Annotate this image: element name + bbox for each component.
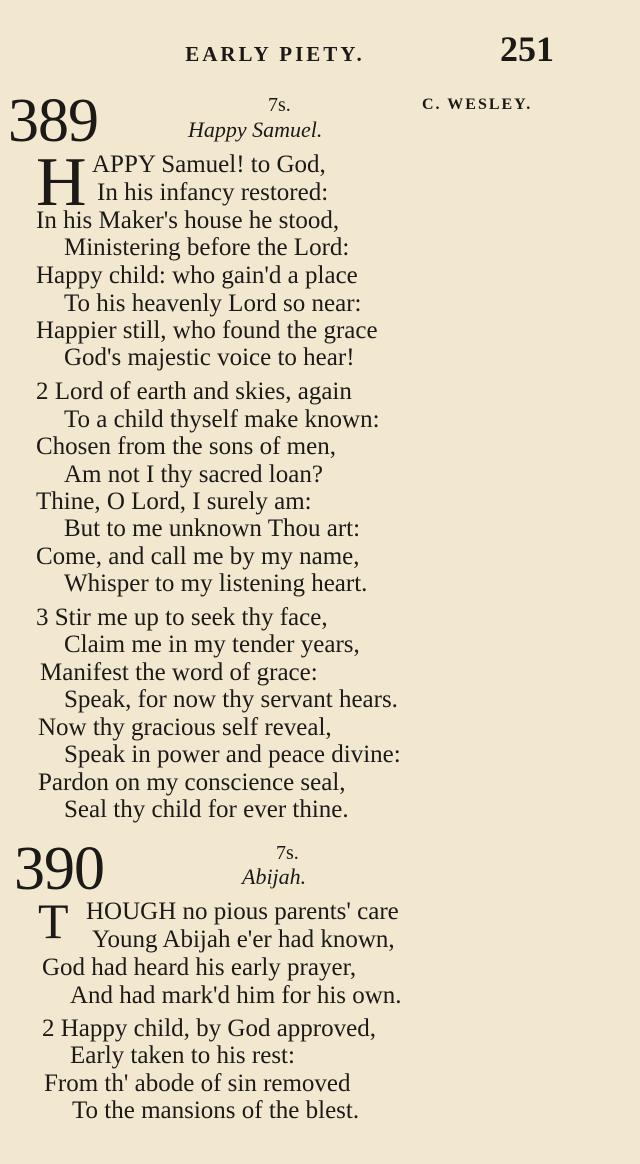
- verse-line: But to me unknown Thou art:: [64, 515, 361, 542]
- verse-line: From th' abode of sin removed: [44, 1070, 351, 1097]
- meter: 7s.: [268, 94, 291, 116]
- verse-line: 3 Stir me up to seek thy face,: [36, 604, 328, 631]
- verse-line: Speak, for now thy servant hears.: [64, 686, 398, 713]
- verse-line: And had mark'd him for his own.: [70, 982, 402, 1009]
- verse-line: Come, and call me by my name,: [36, 543, 360, 570]
- hymn-number: 389: [8, 87, 98, 155]
- meter: 7s.: [276, 842, 299, 864]
- verse-line: Manifest the word of grace:: [40, 659, 318, 686]
- verse-line: Whisper to my listening heart.: [64, 570, 368, 597]
- hymn-number: 390: [14, 835, 104, 903]
- verse-line: Am not I thy sacred loan?: [64, 461, 323, 488]
- verse-line: Happy child: who gain'd a place: [36, 262, 358, 289]
- verse-line: Pardon on my conscience seal,: [38, 769, 346, 796]
- verse-line: Speak in power and peace divine:: [64, 741, 401, 768]
- verse-line: 2 Happy child, by God approved,: [42, 1015, 376, 1042]
- running-title: EARLY PIETY.: [185, 42, 365, 66]
- verse-line: God's majestic voice to hear!: [64, 344, 355, 371]
- verse-line: Now thy gracious self reveal,: [38, 714, 332, 741]
- page-number: 251: [500, 29, 554, 69]
- verse-line: To the mansions of the blest.: [72, 1097, 360, 1124]
- verse-line: Thine, O Lord, I surely am:: [36, 488, 312, 515]
- author: C. WESLEY.: [422, 96, 533, 113]
- verse-line: Early taken to his rest:: [70, 1042, 295, 1069]
- verse-line: Seal thy child for ever thine.: [64, 796, 349, 823]
- verse-line: In his infancy restored:: [97, 179, 329, 206]
- verse-line: Happier still, who found the grace: [36, 317, 378, 344]
- verse-line: In his Maker's house he stood,: [36, 207, 340, 234]
- verse-line: To a child thyself make known:: [64, 406, 380, 433]
- verse-line: Claim me in my tender years,: [64, 631, 360, 658]
- hymn-title: Abijah.: [242, 864, 307, 889]
- drop-cap: H: [36, 144, 87, 221]
- verse-line: To his heavenly Lord so near:: [64, 290, 362, 317]
- verse-line: Ministering before the Lord:: [64, 234, 350, 261]
- verse-line: God had heard his early prayer,: [42, 954, 357, 981]
- verse-line: HOUGH no pious parents' care: [86, 898, 399, 925]
- drop-cap: T: [38, 893, 69, 949]
- hymn-title: Happy Samuel.: [188, 117, 323, 142]
- verse-line: 2 Lord of earth and skies, again: [36, 378, 352, 405]
- verse-line: Chosen from the sons of men,: [36, 433, 336, 460]
- verse-line: APPY Samuel! to God,: [92, 151, 326, 178]
- verse-line: Young Abijah e'er had known,: [92, 926, 395, 953]
